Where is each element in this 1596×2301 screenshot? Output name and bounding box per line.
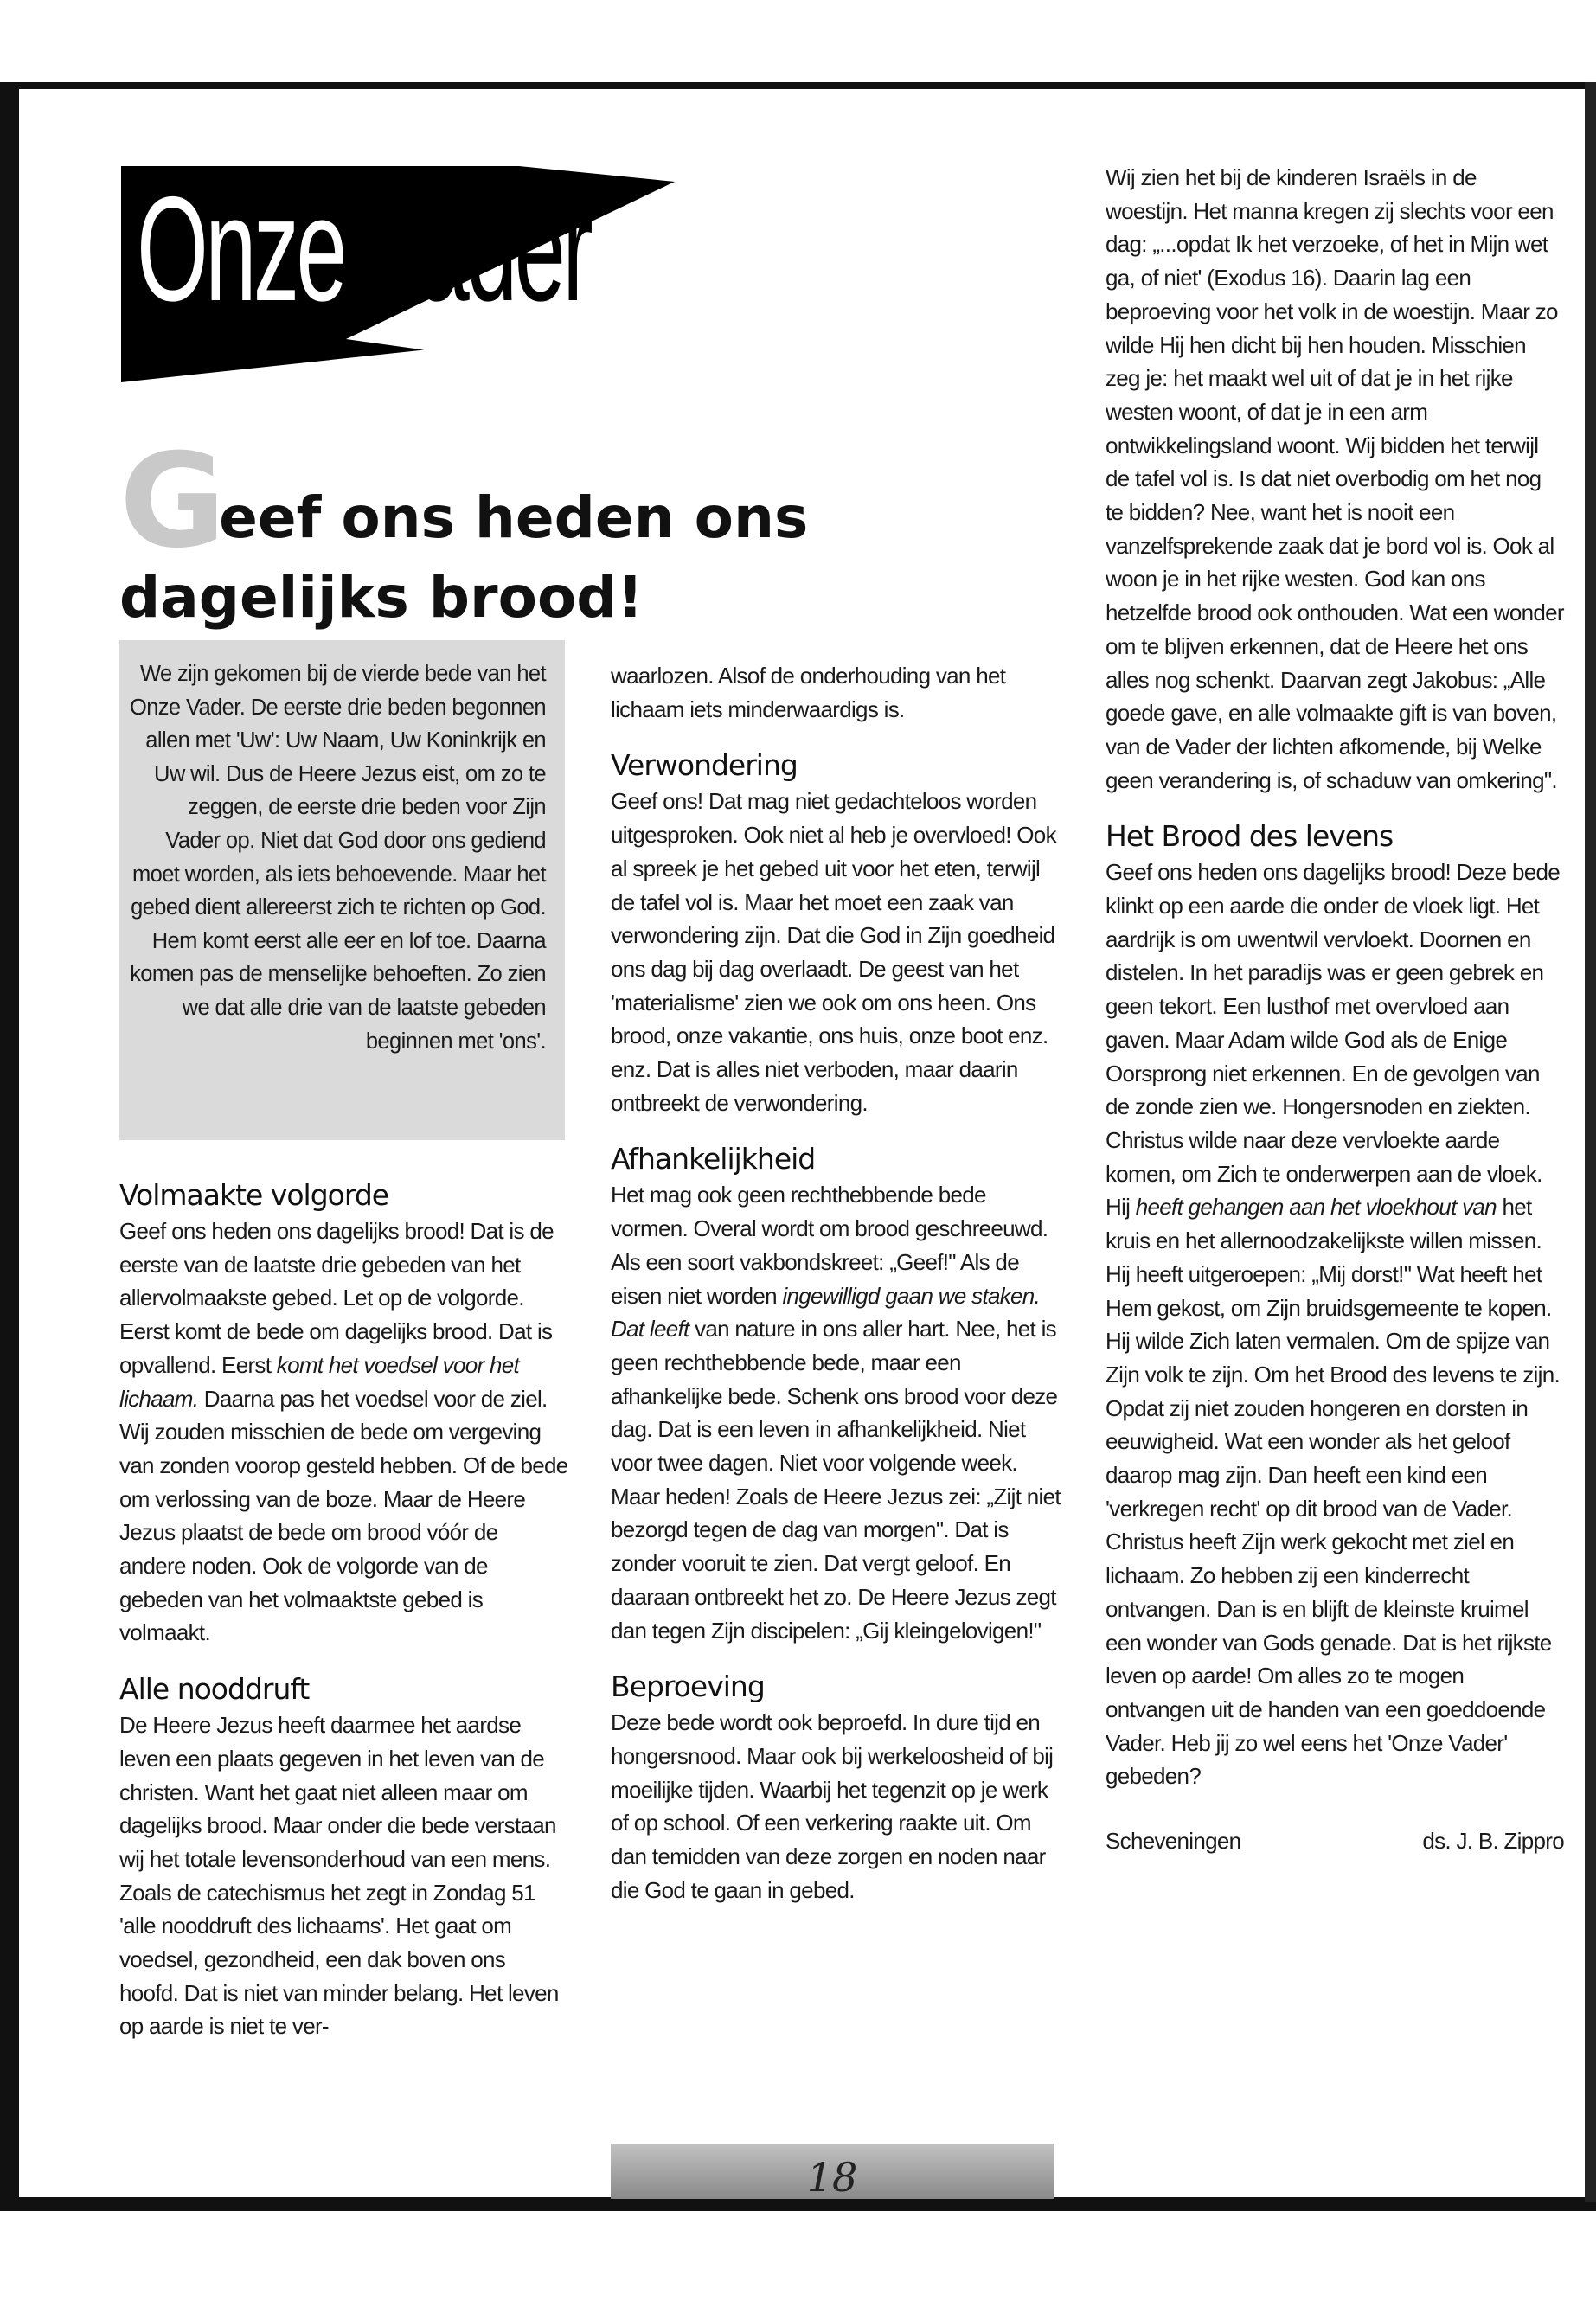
signature-place: Scheveningen <box>1106 1828 1241 1855</box>
paragraph-israel: Wij zien het bij de kinderen Israëls in de woestijn. Het manna kregen zij slechts voor een dag: „...opdat Ik het verzoeke, of het in Mijn wet ga, of niet' (Exodus 16). Daarin lag een beproeving voor het volk in de woestijn. Maar zo wilde Hij hen dicht bij hen houden. Misschien zeg je: het maakt wel uit of dat je in het rijke westen woont, of dat je in een arm ontwikkelingsland woont. Wij bidden het terwijl de tafel vol is. Is dat niet overbodig om het nog te bidden? Nee, want het is nooit een vanzelfsprekende zaak dat je bord vol is. Ook al woon je in het rijke westen. God kan ons hetzelfde brood ook onthouden. Wat een wonder om te blijven erkennen, dat de Heere het ons alles nog schenkt. Daarvan zegt Jakobus: „Alle goede gave, en alle volmaakte gift is van boven, van de Vader der lichten afkomende, bij Welke geen verandering is, of schaduw van omkering". <box>1106 164 1564 793</box>
subheading-afhankelijkheid: Afhankelijkheid <box>611 1142 816 1176</box>
paragraph-brood-des-levens: Geef ons heden ons dagelijks brood! Deze bede klinkt op een aarde die onder de vloek ligt. Het aardrijk is om uwentwil vervloekt. Doornen en distelen. In het paradijs was er geen gebrek en geen tekort. Een lusthof met overvloed aan gaven. Maar Adam wilde God als de Enige Oorsprong niet erkennen. En de gevolgen van de zonde zien we. Hongersnoden en ziekten. Christus wilde naar deze vervloekte aarde komen, om Zich te onderwerpen aan de vloek. Hij heeft gehangen aan het vloekhout van het kruis en het allernoodzakelijkste willen missen. Hij heeft uitgeroepen: „Mij dorst!" Wat heeft het Hem gekost, om Zijn bruidsgemeente te kopen. Hij wilde Zich laten vermalen. Om de spijze van Zijn volk te zijn. Om het Brood des levens te zijn. Opdat zij niet zouden hongeren en dorsten in eeuwigheid. Wat een wonder als het geloof daarop mag zijn. Dan heeft een kind een 'verkregen recht' op dit brood van de Vader. Christus heeft Zijn werk gekocht met ziel en lichaam. Zo hebben zij een kinderrecht ontvangen. Dan is en blijft de kleinste kruimel een wonder van Gods genade. Dat is het rijkste leven op aarde! Om alles zo te mogen ontvangen uit de handen van een goeddoende Vader. Heb jij zo wel eens het 'Onze Vader' gebeden? <box>1106 859 1560 1790</box>
paragraph-afhankelijkheid: Het mag ook geen rechthebbende bede vormen. Overal wordt om brood geschreeuwd. Als een soort vakbondskreet: „Geef!" Als de eisen niet worden ingewilligd gaan we staken. Dat leeft van nature in ons aller hart. Nee, het is geen rechthebbende bede, maar een afhankelijke bede. Schenk ons brood voor deze dag. Dat is een leven in afhankelijkheid. Niet voor twee dagen. Niet voor volgende week. Maar heden! Zoals de Heere Jezus zei: „Zijt niet bezorgd tegen de dag van morgen". Dat is zonder vooruit te zien. Dat vergt geloof. En daaraan ontbreekt het zo. De Heere Jezus zegt dan tegen Zijn discipelen: „Gij kleingelovigen!" <box>611 1182 1061 1644</box>
italic-phrase: heeft gehangen aan het vloekhout van <box>1135 1194 1497 1221</box>
paragraph-nooddruft: De Heere Jezus heeft daarmee het aardse leven een plaats gegeven in het leven van de christen. Want het gaat niet alleen maar om dagelijks brood. Maar onder die bede verstaan wij het totale levensonderhoud van een mens. Zoals de catechismus het zegt in Zondag 51 'alle nooddruft des lichaams'. Het gaat om voedsel, gezondheid, een dak boven ons hoofd. Dat is niet van minder belang. Het leven op aarde is niet te ver- <box>119 1712 559 2040</box>
page-border-top <box>0 82 1596 89</box>
page-border-right <box>1585 82 1596 2202</box>
masthead-logo <box>121 166 848 408</box>
masthead-title <box>137 166 590 332</box>
page-number: 18 <box>806 2154 858 2201</box>
page-number-bar <box>611 2144 1054 2199</box>
column-2 <box>611 659 1061 1907</box>
intro-text: We zijn gekomen bij de vierde bede van het Onze Vader. De eerste drie beden begonnen allen met 'Uw': Uw Naam, Uw Koninkrijk en Uw wil. Dus de Heere Jezus eist, om zo te zeggen, de eerste drie beden voor Zijn Vader op. Niet dat God door ons gediend moet worden, als iets behoevende. Maar het gebed dient allereerst zich te richten op God. Hem komt eerst alle eer en lof toe. Daarna komen pas de menselijke behoeften. Zo zien we dat alle drie van de laatste gebeden beginnen met 'ons'. <box>129 662 546 1054</box>
heading-text: eef ons heden ons dagelijks brood! <box>119 484 809 631</box>
subheading-alle-nooddruft: Alle nooddruft <box>119 1672 310 1707</box>
italic-phrase: komt het voedsel voor het lichaam. <box>119 1351 519 1412</box>
subheading-beproeving: Beproeving <box>611 1670 765 1704</box>
italic-phrase: ingewilligd gaan we staken. Dat leeft <box>611 1282 1041 1343</box>
subheading-brood-des-levens: Het Brood des levens <box>1106 819 1394 854</box>
signature-line <box>1106 1824 1564 1858</box>
signature-author: ds. J. B. Zippro <box>1422 1828 1564 1855</box>
paragraph-beproeving: Deze bede wordt ook beproefd. In dure tijd en hongersnood. Maar ook bij werkeloosheid of bij moeilijke tijden. Waarbij het tegenzit op je werk of op school. Of een verkering raakte uit. Om dan temidden van deze zorgen en noden naar die God te gaan in gebed. <box>611 1709 1054 1903</box>
paragraph-volgorde: Geef ons heden ons dagelijks brood! Dat is de eerste van de laatste drie gebeden van het allervolmaakste gebed. Let op de volgorde. Eerst komt de bede om dagelijks brood. Dat is opvallend. Eerst komt het voedsel voor het lichaam. Daarna pas het voedsel voor de ziel. Wij zouden misschien de bede om vergeving van zonden voorop gesteld hebben. Of de bede om verlossing van de boze. Maar de Heere Jezus plaatst de bede om brood vóór de andere noden. Ook de volgorde van de gebeden van het volmaaktste gebed is volmaakt. <box>119 1218 568 1646</box>
page-border-left <box>0 82 19 2202</box>
subheading-verwondering: Verwondering <box>611 748 798 783</box>
intro-box <box>119 640 565 1140</box>
heading-dropcap: G <box>119 426 227 577</box>
subheading-volmaakte-volgorde: Volmaakte volgorde <box>119 1178 389 1212</box>
paragraph-continued: waarlozen. Alsof de onderhouding van het lichaam iets minderwaardigs is. <box>611 663 1006 722</box>
paragraph-verwondering: Geef ons! Dat mag niet gedachteloos worden uitgesproken. Ook niet al heb je overvloed! Ook al spreek je het gebed uit voor het eten, terwijl de tafel vol is. Maar het moet een zaak van verwondering zijn. Dat die God in Zijn goedheid ons dag bij dag overlaadt. De geest van het 'materialisme' zien we ook om ons heen. Ons brood, onze vakantie, ons huis, onze boot enz. enz. Dat is alles niet verboden, maar daarin ontbreekt de verwondering. <box>611 788 1056 1116</box>
masthead-word-vader: Vader <box>366 166 590 332</box>
column-3 <box>1106 161 1564 1858</box>
article-heading <box>119 426 863 638</box>
column-1 <box>119 1176 569 2043</box>
masthead-word-onze: Onze <box>137 166 345 332</box>
